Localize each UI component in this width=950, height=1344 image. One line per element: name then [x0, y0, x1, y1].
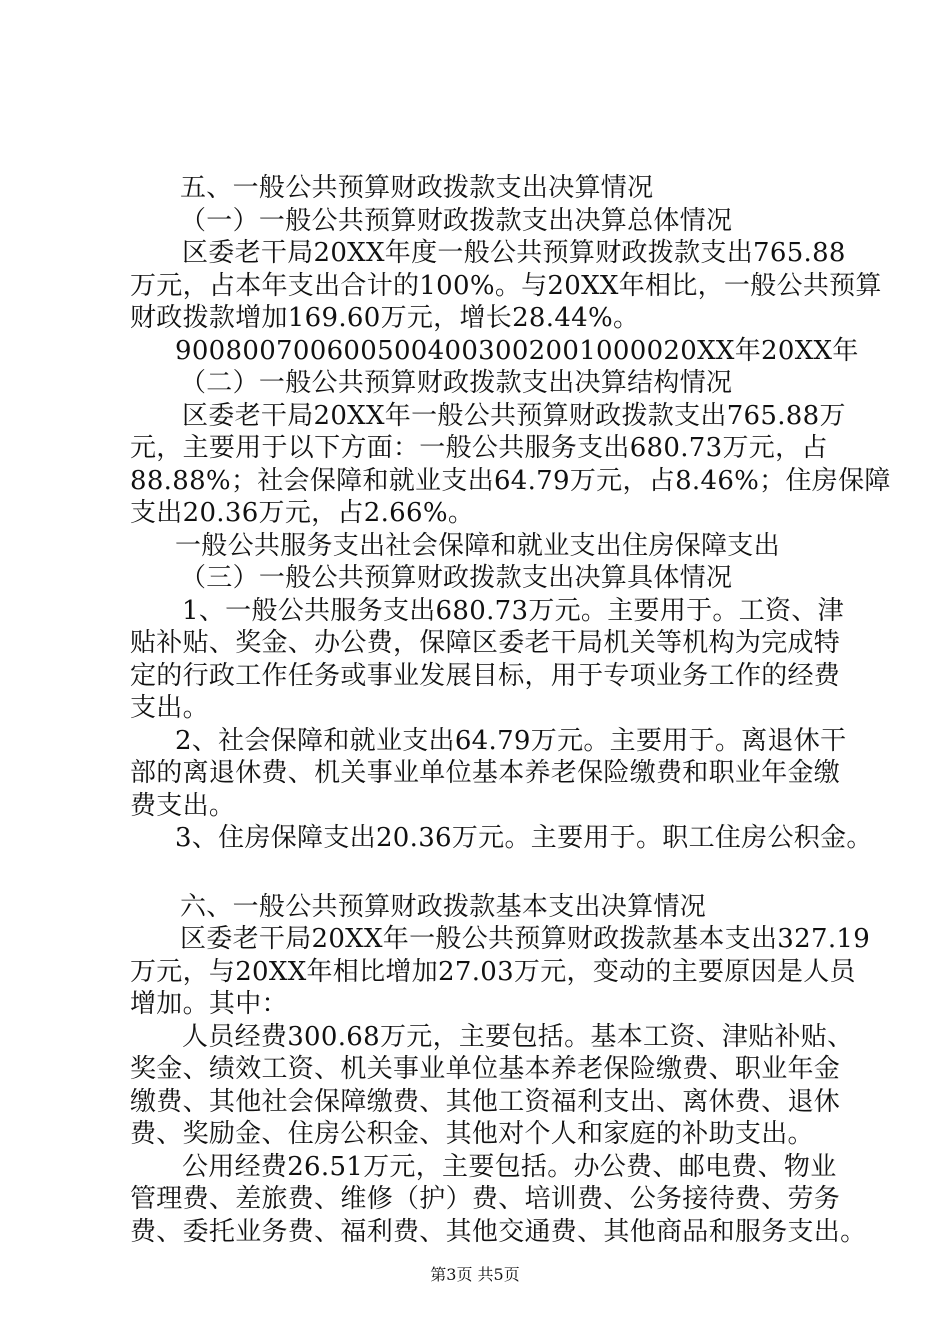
paragraph-line: 部的离退休费、机关事业单位基本养老保险缴费和职业年金缴 [130, 758, 841, 788]
paragraph-line: 费、奖励金、住房公积金、其他对个人和家庭的补助支出。 [130, 1119, 814, 1149]
paragraph-line: 元，主要用于以下方面：一般公共服务支出680.73万元，占 [130, 433, 828, 463]
section5-sub2-heading: （二）一般公共预算财政拨款支出决算结构情况 [180, 368, 733, 398]
section6-heading: 六、一般公共预算财政拨款基本支出决算情况 [180, 891, 707, 922]
paragraph-line: 1、一般公共服务支出680.73万元。主要用于。工资、津 [182, 595, 844, 626]
paragraph-line: 定的行政工作任务或事业发展目标，用于专项业务工作的经费 [130, 660, 841, 691]
paragraph-line: 万元，占本年支出合计的100%。与20XX年相比，一般公共预算 [130, 270, 882, 301]
paragraph-line: 管理费、差旅费、维修（护）费、培训费、公务接待费、劳务 [130, 1184, 841, 1214]
paragraph-line: 费、委托业务费、福利费、其他交通费、其他商品和服务支出。 [130, 1216, 867, 1247]
paragraph-line: 区委老干局20XX年一般公共预算财政拨款基本支出327.19 [180, 924, 871, 954]
paragraph-line: 3、住房保障支出20.36万元。主要用于。职工住房公积金。 [175, 823, 873, 853]
paragraph-line: 增加。其中： [130, 989, 288, 1019]
paragraph-line: 支出。 [130, 693, 209, 723]
paragraph-line: 缴费、其他社会保障缴费、其他工资福利支出、离休费、退休 [130, 1086, 841, 1117]
paragraph-line: 88.88%；社会保障和就业支出64.79万元，占8.46%；住房保障 [130, 465, 891, 496]
paragraph-line: 区委老干局20XX年一般公共预算财政拨款支出765.88万 [182, 400, 846, 431]
paragraph-line: 2、社会保障和就业支出64.79万元。主要用于。离退休干 [175, 725, 847, 756]
paragraph-line: 奖金、绩效工资、机关事业单位基本养老保险缴费、职业年金 [130, 1054, 841, 1084]
section5-sub3-heading: （三）一般公共预算财政拨款支出决算具体情况 [180, 563, 733, 593]
paragraph-line: 公用经费26.51万元，主要包括。办公费、邮电费、物业 [182, 1151, 837, 1182]
document-body [130, 172, 891, 1248]
paragraph-line: 人员经费300.68万元，主要包括。基本工资、津贴补贴、 [182, 1021, 854, 1052]
section-gap [130, 855, 845, 891]
section5-sub1-heading: （一）一般公共预算财政拨款支出决算总体情况 [180, 205, 733, 236]
paragraph-line: 费支出。 [130, 790, 236, 821]
paragraph-line: 区委老干局20XX年度一般公共预算财政拨款支出765.88 [182, 238, 846, 268]
section5-heading: 五、一般公共预算财政拨款支出决算情况 [180, 173, 654, 203]
paragraph-line: 万元，与20XX年相比增加27.03万元，变动的主要原因是人员 [130, 956, 856, 987]
chart-residue-text: 9008007006005004003002001000020XX年20XX年 [175, 335, 859, 366]
paragraph-line: 财政拨款增加169.60万元，增长28.44%。 [130, 303, 640, 333]
paragraph-line: 贴补贴、奖金、办公费，保障区委老干局机关等机构为完成特 [130, 628, 841, 658]
paragraph-line: 支出20.36万元，占2.66%。 [130, 498, 475, 528]
page-number-footer: 第3页 共5页 [430, 1265, 520, 1284]
chart-residue-text: 一般公共服务支出社会保障和就业支出住房保障支出 [175, 530, 780, 561]
